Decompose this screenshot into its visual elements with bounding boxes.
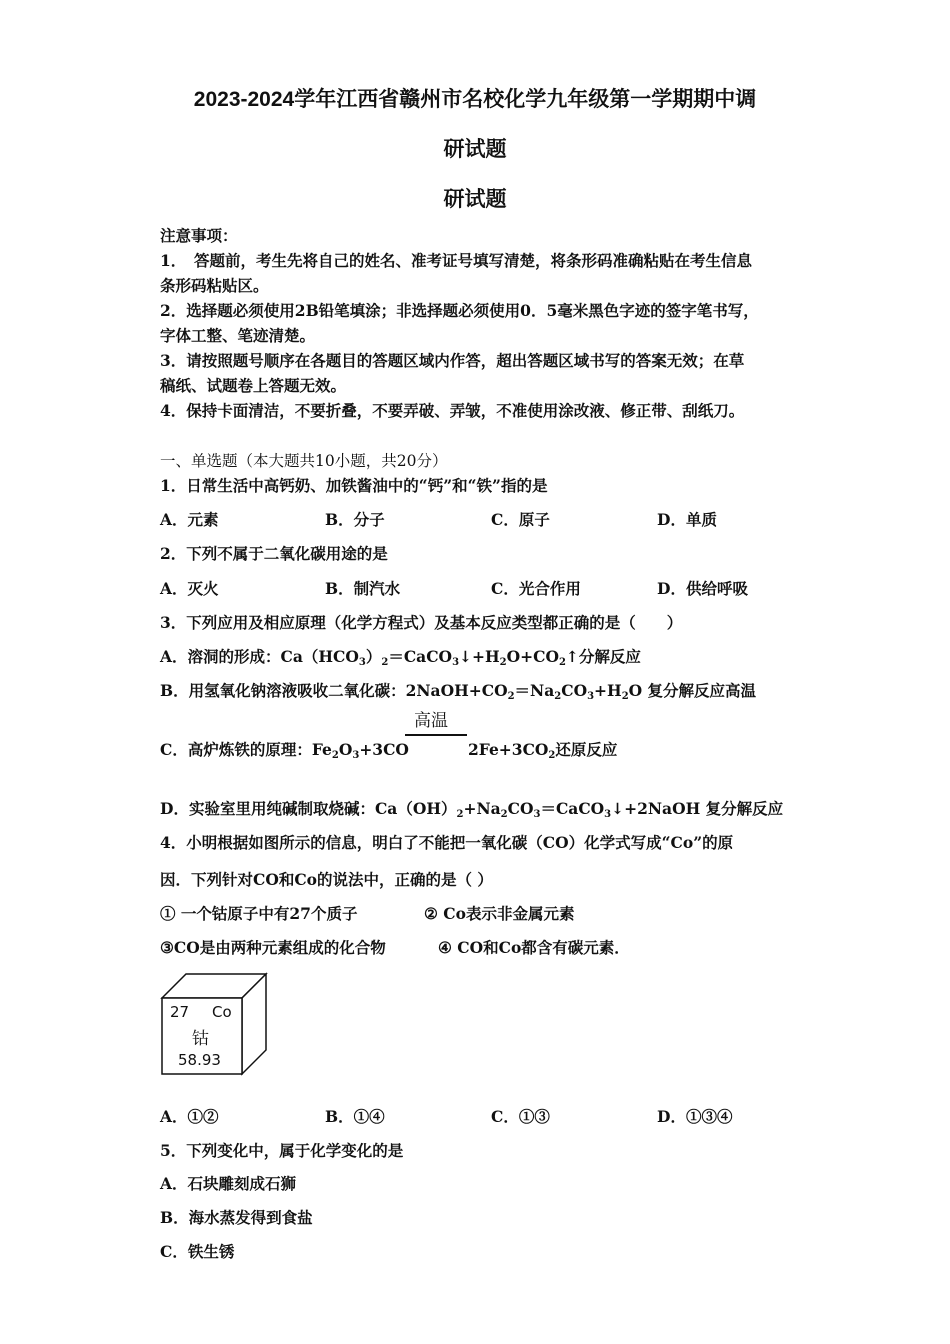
q4-statement-1: ① 一个钴原子中有27个质子 [160,904,358,923]
element-name: 钴 [192,1029,209,1049]
element-symbol: Co [212,1003,232,1021]
notice-item-2-cont: 字体工整、笔迹清楚。 [160,326,316,345]
question-4-stem-cont: 因．下列针对CO和Co的说法中，正确的是（ ） [160,870,493,889]
exam-title-line3: 研试题 [443,188,507,211]
q5-option-c[interactable]: C．铁生锈 [160,1242,235,1261]
q3-option-c[interactable]: C．高炉炼铁的原理：$Fe_2O_3+3CO$ [160,740,409,761]
q5-option-b[interactable]: B．海水蒸发得到食盐 [160,1208,313,1227]
exam-title-line2: 研试题 [443,138,507,161]
question-4-stem: 4．小明根据如图所示的信息，明白了不能把一氧化碳（CO）化学式写成“Co”的原 [160,833,734,852]
reaction-arrow-bar [405,734,467,736]
notice-item-1-cont: 条形码粘贴区。 [160,276,269,295]
q5-option-a[interactable]: A．石块雕刻成石狮 [160,1174,297,1193]
q4-statement-4: ④ CO和Co都含有碳元素． [438,938,630,957]
q3-option-b[interactable]: B．用氢氧化钠溶液吸收二氧化碳：$2NaOH+CO_2=Na_2CO_3+H_2O$ 复分解反应高温 [160,681,757,702]
notice-item-3: 3．请按照题号顺序在各题目的答题区域内作答，超出答题区域书写的答案无效；在草 [160,351,745,370]
notice-item-1: 1． 答题前，考生先将自己的姓名、准考证号填写清楚，将条形码准确粘贴在考生信息 [160,251,753,270]
q4-option-a[interactable]: A．①② [160,1107,219,1126]
section-heading: 一、单选题（本大题共10小题，共20分） [160,452,448,470]
question-2-stem: 2．下列不属于二氧化碳用途的是 [160,544,388,563]
q2-option-b[interactable]: B．制汽水 [325,579,401,598]
q3-option-a[interactable]: A．溶洞的形成：$Ca(HCO_3)_2=CaCO_3↓+H_2O+CO_2↑$分解反应 [160,647,641,668]
question-3-stem: 3．下列应用及相应原理（化学方程式）及基本反应类型都正确的是（ ） [160,613,683,632]
q1-option-b[interactable]: B．分子 [325,510,385,529]
q4-statement-3: ③CO是由两种元素组成的化合物 [160,938,386,957]
element-card-cobalt [158,970,270,1078]
atomic-mass: 58.93 [178,1051,221,1069]
q1-option-a[interactable]: A．元素 [160,510,219,529]
reaction-condition-label: 高温 [414,711,448,731]
notice-heading: 注意事项： [160,226,238,245]
question-5-stem: 5．下列变化中，属于化学变化的是 [160,1141,404,1160]
q4-option-b[interactable]: B．①④ [325,1107,385,1126]
notice-item-3-cont: 稿纸、试题卷上答题无效。 [160,376,347,395]
q4-statement-2: ② Co表示非金属元素 [424,904,575,923]
q2-option-d[interactable]: D．供给呼吸 [657,579,748,598]
q2-option-c[interactable]: C．光合作用 [491,579,581,598]
notice-item-4: 4．保持卡面清洁，不要折叠，不要弄破、弄皱，不准使用涂改液、修正带、刮纸刀。 [160,401,745,420]
q4-option-d[interactable]: D．①③④ [657,1107,733,1126]
q1-option-c[interactable]: C．原子 [491,510,550,529]
question-1-stem: 1．日常生活中高钙奶、加铁酱油中的“钙”和“铁”指的是 [160,476,548,495]
atomic-number: 27 [170,1003,190,1021]
q1-option-d[interactable]: D．单质 [657,510,717,529]
q3-option-d[interactable]: D．实验室里用纯碱制取烧碱：$Ca(OH)_2+Na_2CO_3=CaCO_3↓+2NaOH$ 复分解反应 [160,799,784,820]
q2-option-a[interactable]: A．灭火 [160,579,219,598]
q3-option-c-products: $2Fe+3CO_2$还原反应 [468,740,618,761]
q4-option-c[interactable]: C．①③ [491,1107,550,1126]
notice-item-2: 2．选择题必须使用2B铅笔填涂；非选择题必须使用0．5毫米黑色字迹的签字笔书写， [160,301,759,320]
exam-title-line1: 2023-2024学年江西省赣州市名校化学九年级第一学期期中调 [193,88,757,111]
